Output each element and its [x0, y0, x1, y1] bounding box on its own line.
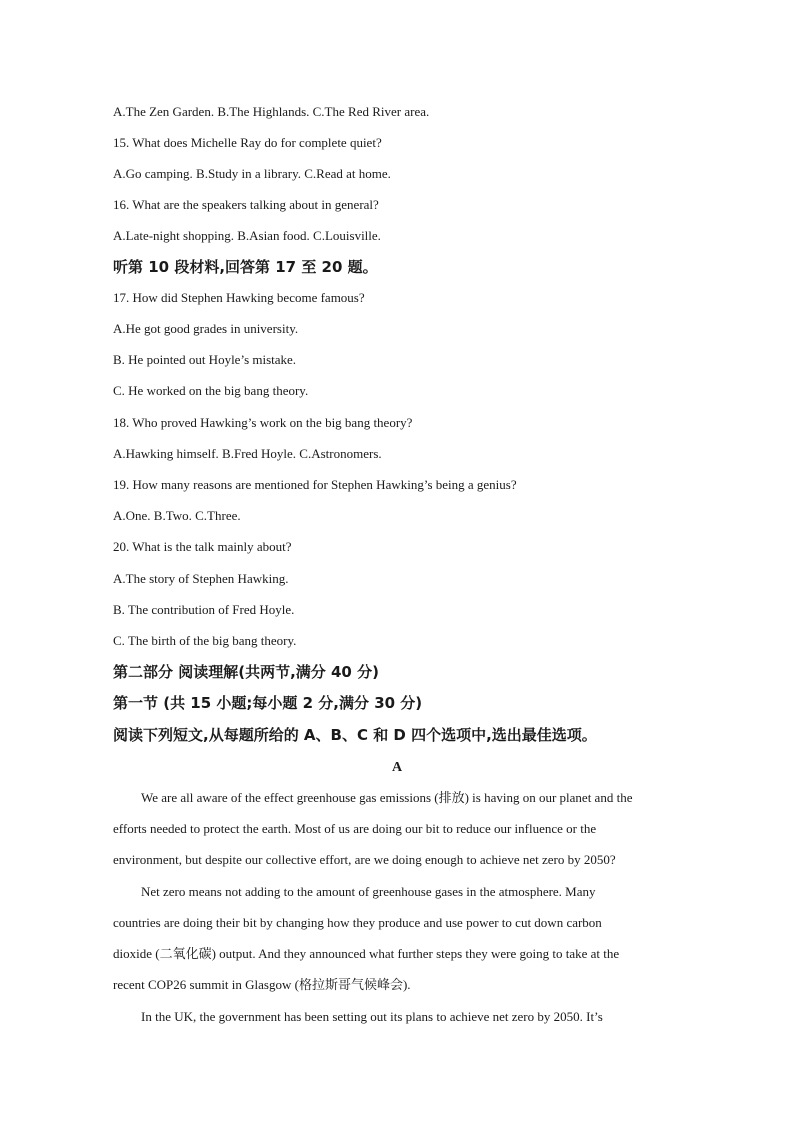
section-one-heading: 第一节 (共 15 小题;每小题 2 分,满分 30 分): [113, 694, 423, 712]
passage-line-1: We are all aware of the effect greenhouse gas emissions (排放) is having on our planet and the: [141, 790, 633, 805]
passage-line-7: recent COP26 summit in Glasgow (格拉斯哥气候峰会).: [113, 977, 411, 992]
option-20a: A.The story of Stephen Hawking.: [113, 571, 289, 586]
passage-line-3: environment, but despite our collective effort, are we doing enough to achieve net zero by 2050?: [113, 852, 616, 867]
option-20c: C. The birth of the big bang theory.: [113, 633, 297, 648]
option-17a: A.He got good grades in university.: [113, 321, 299, 336]
question-16: 16. What are the speakers talking about in general?: [113, 197, 379, 212]
question-20: 20. What is the talk mainly about?: [113, 539, 292, 554]
passage-line-5: countries are doing their bit by changing how they produce and use power to cut down carbon: [113, 915, 602, 930]
reading-instruction: 阅读下列短文,从每题所给的 A、B、C 和 D 四个选项中,选出最佳选项。: [113, 726, 597, 744]
passage-label: A: [391, 760, 403, 775]
option-line-q19: A.One. B.Two. C.Three.: [113, 508, 241, 523]
question-18: 18. Who proved Hawking’s work on the big bang theory?: [113, 415, 413, 430]
option-20b: B. The contribution of Fred Hoyle.: [113, 602, 295, 617]
passage-line-6: dioxide (二氧化碳) output. And they announced what further steps they were going to take at the: [113, 946, 620, 961]
question-19: 19. How many reasons are mentioned for Stephen Hawking’s being a genius?: [113, 477, 517, 492]
option-17b: B. He pointed out Hoyle’s mistake.: [113, 352, 297, 367]
passage-line-4: Net zero means not adding to the amount of greenhouse gases in the atmosphere. Many: [141, 884, 596, 899]
section-instruction-17-20: 听第 10 段材料,回答第 17 至 20 题。: [113, 258, 378, 276]
option-line-q18: A.Hawking himself. B.Fred Hoyle. C.Astronomers.: [113, 446, 382, 461]
question-15: 15. What does Michelle Ray do for complete quiet?: [113, 135, 382, 150]
option-line-q14: A.The Zen Garden. B.The Highlands. C.The Red River area.: [113, 104, 430, 119]
option-line-q15: A.Go camping. B.Study in a library. C.Read at home.: [113, 166, 391, 181]
option-17c: C. He worked on the big bang theory.: [113, 383, 309, 398]
passage-line-8: In the UK, the government has been setting out its plans to achieve net zero by 2050. It’s: [141, 1009, 603, 1024]
passage-line-2: efforts needed to protect the earth. Most of us are doing our bit to reduce our influence or the: [113, 821, 597, 836]
option-line-q16: A.Late-night shopping. B.Asian food. C.Louisville.: [113, 228, 381, 243]
question-17: 17. How did Stephen Hawking become famous?: [113, 290, 365, 305]
part-two-heading: 第二部分 阅读理解(共两节,满分 40 分): [113, 663, 379, 681]
